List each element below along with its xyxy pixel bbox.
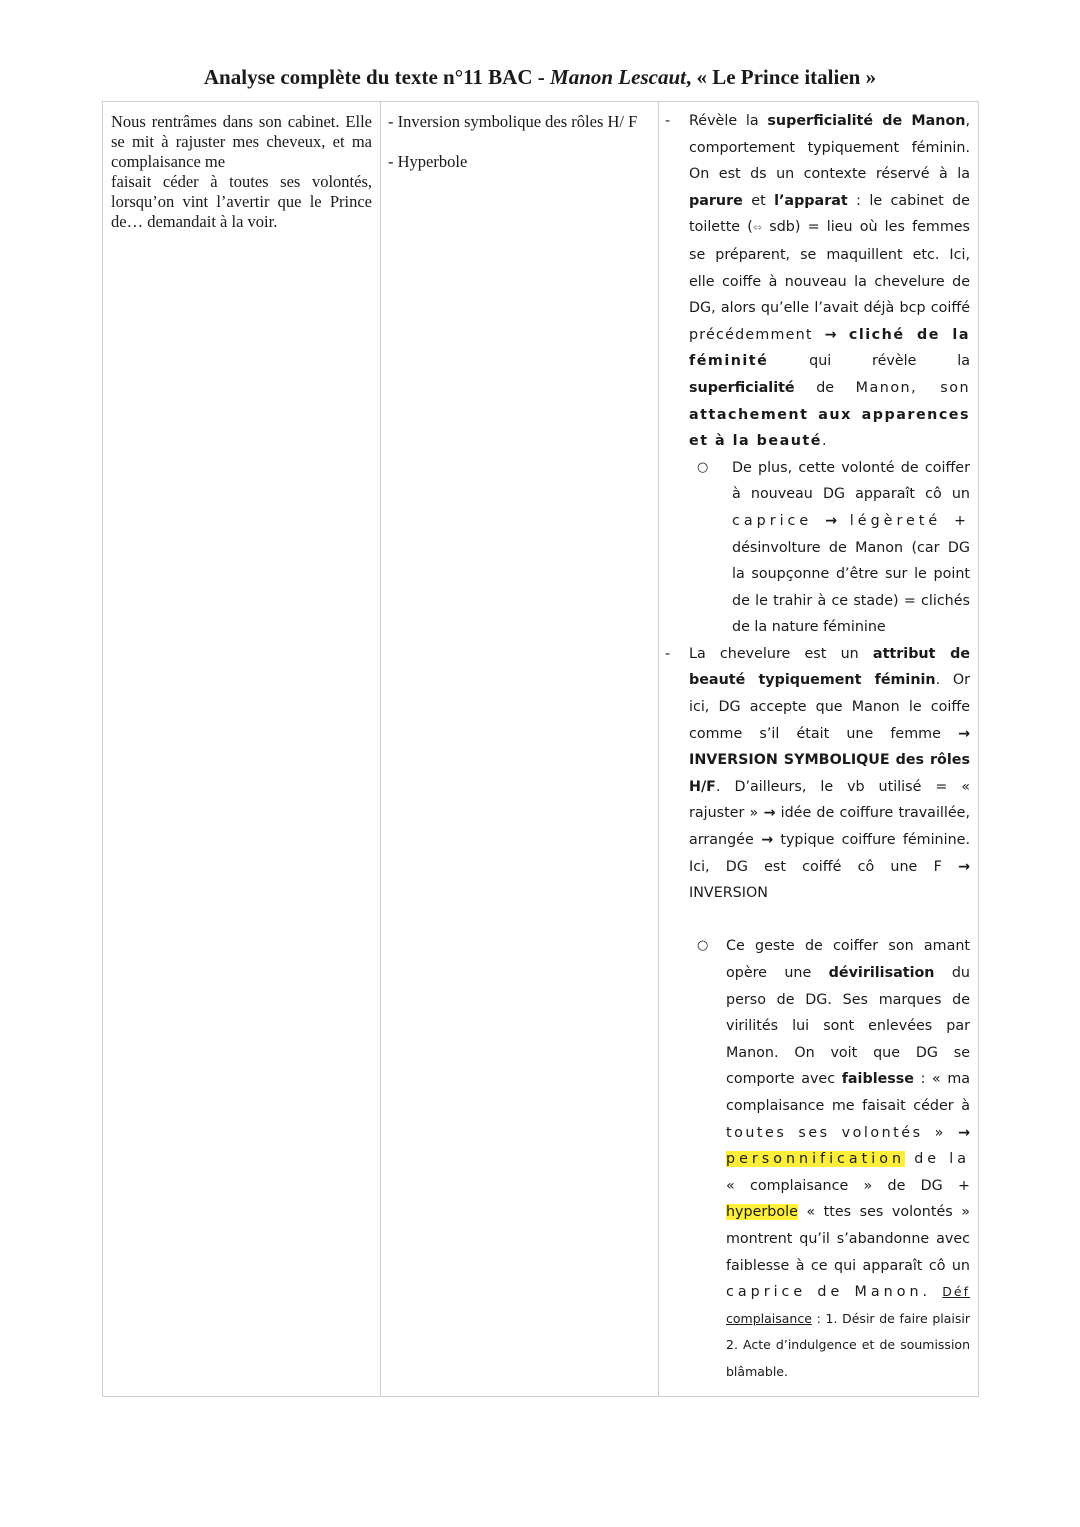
bold-text: attribut de beauté typiquement féminin <box>689 645 971 689</box>
table-row <box>103 102 979 1397</box>
bold-text: l’apparat <box>774 192 848 209</box>
analysis-subbullet <box>667 933 970 1385</box>
text: : le cabinet de toilette ( <box>689 192 970 236</box>
analysis-bullet <box>667 108 970 455</box>
text: toutes ses volontés » <box>726 1124 959 1141</box>
quote-line-2: faisait céder à toutes ses volontés, lorsqu’on vint l’avertir que le Prince de… demandait à la voir. <box>111 172 372 231</box>
text: « complaisance » de DG + <box>726 1177 970 1194</box>
arrow-icon: → <box>763 805 776 822</box>
circle-bullet-icon: ○ <box>697 459 709 475</box>
arrow-icon: → <box>958 858 970 875</box>
title-work: Manon Lescaut <box>550 65 686 89</box>
text: sdb) = lieu où les femmes se préparent, se maquillent etc. Ici, elle coiffe à nouveau la chevelure de DG, alors qu’elle l’avait déjà bcp coiffé <box>689 219 970 317</box>
text: Ce geste de coiffer son amant opère une <box>726 938 970 981</box>
text: de la <box>905 1151 970 1168</box>
definition-term: complaisance <box>726 1310 812 1326</box>
text: caprice <box>732 512 826 529</box>
text: idée de coiffure travaillée, arrangée <box>689 805 970 849</box>
analysis-cell <box>659 102 979 1397</box>
text: légèreté + <box>837 512 970 529</box>
arrow-icon: → <box>761 832 774 849</box>
text: caprice de Manon. <box>726 1284 943 1301</box>
text: Révèle la <box>689 113 768 129</box>
page-title <box>0 62 1080 92</box>
figure-item: - Hyperbole <box>388 152 468 171</box>
text: . Or ici, DG accepte que Manon le coiffe comme s’il était une femme <box>689 672 970 742</box>
text: La chevelure est un <box>689 645 873 662</box>
text: « ttes ses volontés » montrent qu’il s’abandonne avec faiblesse à ce qui apparaît cô un <box>726 1204 970 1274</box>
bold-text: faiblesse <box>841 1071 915 1088</box>
quote-line-1: Nous rentrâmes dans son cabinet. Elle se mit à rajuster mes cheveux, et ma complaisance me <box>111 112 372 171</box>
quote-cell <box>103 102 381 1397</box>
definition-text: : 1. Désir de faire plaisir 2. Acte d’indulgence et de soumission blâmable. <box>726 1310 970 1379</box>
text: du perso de DG. Ses marques de virilités lui sont enlevées par Manon. On voit que DG se comporte avec <box>726 965 970 1088</box>
definition-label: Déf <box>942 1284 970 1300</box>
bold-text: INVERSION SYMBOLIQUE des rôles H/F <box>689 752 970 795</box>
text: et <box>742 192 775 209</box>
bold-text: attachement aux apparences et à la beauté <box>689 406 970 450</box>
arrow-icon: → <box>825 512 837 529</box>
text: : « ma complaisance me faisait céder à <box>726 1071 971 1114</box>
text: , comportement typiquement féminin. On est ds un contexte réservé à la <box>689 113 971 183</box>
analysis-table <box>102 101 979 1397</box>
dash-bullet: - <box>665 645 671 662</box>
bold-text: dévirilisation <box>828 965 935 981</box>
dash-bullet: - <box>665 113 671 129</box>
bold-text: cliché de la féminité <box>689 326 970 370</box>
text: typique coiffure féminine. Ici, DG est coiffé cô une F <box>689 832 970 875</box>
bold-text: superficialité de Manon <box>767 113 966 129</box>
bold-text: superficialité <box>689 379 795 396</box>
arrow-icon: → <box>958 725 970 742</box>
highlighted-text: personnification <box>726 1151 906 1168</box>
bold-text: parure <box>689 192 743 209</box>
title-prefix: Analyse complète du texte n°11 BAC - <box>203 65 551 89</box>
text: De plus, cette volonté de coiffer à nouveau DG apparaît cô un <box>732 459 970 503</box>
analysis-subbullet <box>667 455 970 641</box>
spacer <box>667 907 970 934</box>
arrow-icon: → <box>958 1124 970 1141</box>
analysis-bullet <box>667 641 970 907</box>
arrow-icon: → <box>824 326 837 343</box>
text: . <box>821 433 827 450</box>
figures-cell <box>381 102 659 1397</box>
title-suffix: , « Le Prince italien » <box>685 65 877 89</box>
text: qui révèle la <box>768 353 970 370</box>
text: Manon, son <box>855 379 970 396</box>
equivalence-icon: ⇔ <box>752 221 763 235</box>
text: INVERSION <box>689 885 768 902</box>
circle-bullet-icon: ○ <box>697 938 709 954</box>
highlighted-text: hyperbole <box>726 1204 798 1221</box>
text: désinvolture de Manon (car DG la soupçonne d’être sur le point de le trahir à ce stade) = clichés de la nature féminine <box>732 539 970 636</box>
text: . D’ailleurs, le vb utilisé = « rajuster » <box>689 778 970 822</box>
figure-item: - Inversion symbolique des rôles H/ F <box>388 112 638 131</box>
text: de <box>794 379 856 396</box>
text: précédemment <box>689 326 825 343</box>
